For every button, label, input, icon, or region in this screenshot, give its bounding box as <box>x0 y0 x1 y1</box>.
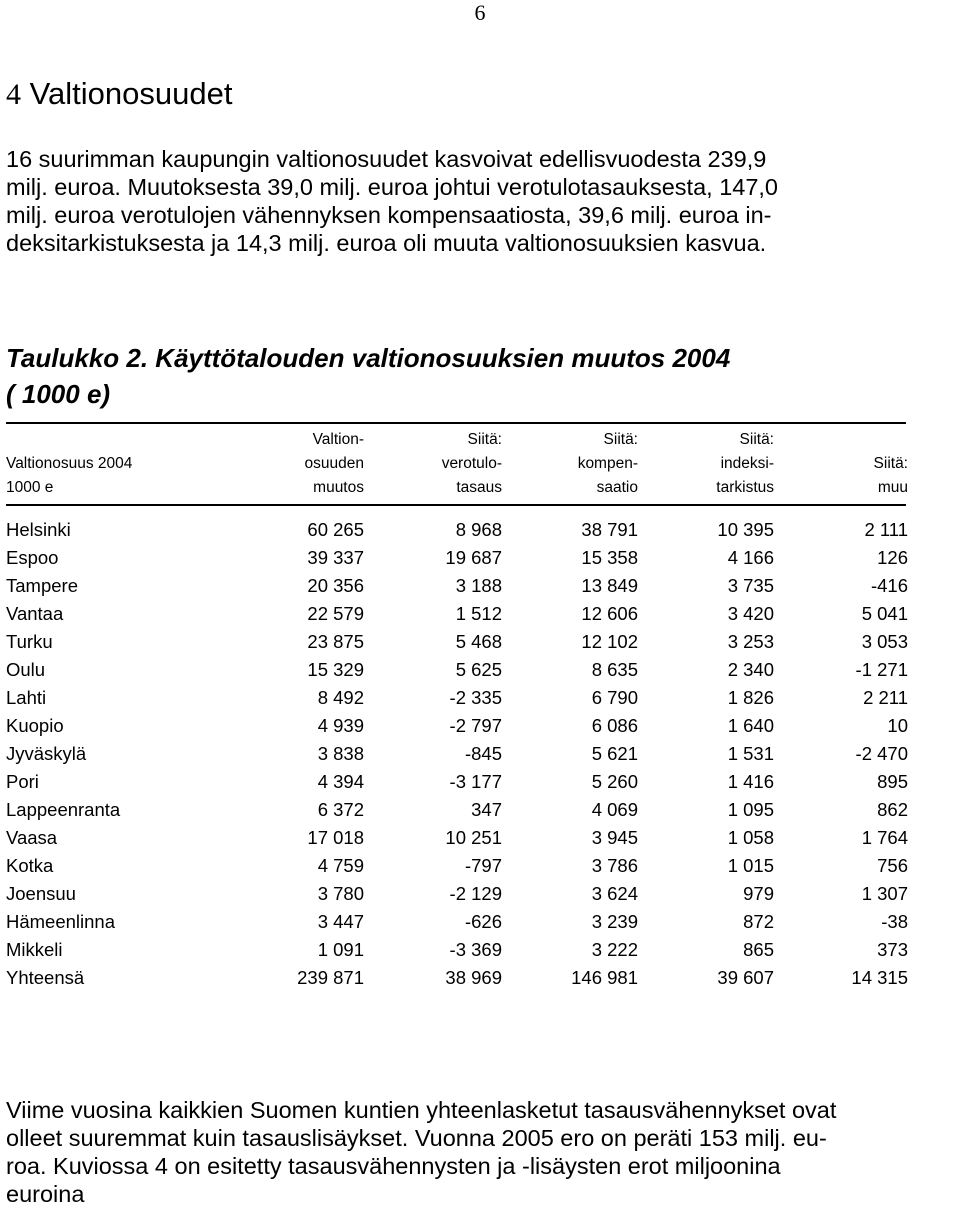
column-header: osuuden <box>304 455 364 472</box>
value-cell: 872 <box>743 911 774 932</box>
value-cell: 5 625 <box>455 659 502 680</box>
intro-line: deksitarkistuksesta ja 14,3 milj. euroa oli muuta valtionosuuksien kasvua. <box>6 230 767 256</box>
value-cell: 6 790 <box>591 687 638 708</box>
value-cell: -797 <box>464 855 502 876</box>
value-cell: 3 420 <box>727 603 774 624</box>
value-cell: -2 797 <box>449 715 502 736</box>
column-header: Siitä: <box>603 431 638 448</box>
value-cell: 3 945 <box>591 827 638 848</box>
city-cell: Vaasa <box>6 827 58 848</box>
value-cell: -1 271 <box>855 659 908 680</box>
value-cell: 347 <box>471 799 502 820</box>
value-cell: -3 177 <box>449 771 502 792</box>
value-cell: 1 307 <box>861 883 908 904</box>
value-cell: 6 086 <box>591 715 638 736</box>
table-row <box>6 544 908 572</box>
value-cell: 17 018 <box>307 827 364 848</box>
value-cell: 3 780 <box>317 883 364 904</box>
value-cell: 5 041 <box>861 603 908 624</box>
value-cell: 126 <box>877 547 908 568</box>
value-cell: 3 222 <box>591 939 638 960</box>
header-row <box>6 476 908 500</box>
table-row <box>6 768 908 796</box>
value-cell: 60 265 <box>307 519 364 540</box>
intro-paragraph <box>6 145 946 257</box>
table-row <box>6 684 908 712</box>
intro-line: milj. euroa verotulojen vähennyksen kompensaatiosta, 39,6 milj. euroa in- <box>6 202 772 228</box>
value-cell: 20 356 <box>307 575 364 596</box>
city-cell: Jyväskylä <box>6 743 87 764</box>
value-cell: 8 492 <box>317 687 364 708</box>
city-cell: Hämeenlinna <box>6 911 116 932</box>
outro-line: roa. Kuviossa 4 on esitetty tasausvähennysten ja -lisäysten erot miljoonina <box>6 1153 781 1179</box>
table-row <box>6 516 908 544</box>
value-cell: 38 969 <box>445 967 502 988</box>
value-cell: 10 395 <box>717 519 774 540</box>
city-cell: Pori <box>6 771 39 792</box>
value-cell: 1 091 <box>317 939 364 960</box>
outro-line: olleet suuremmat kuin tasauslisäykset. Vuonna 2005 ero on peräti 153 milj. eu- <box>6 1125 827 1151</box>
city-cell: Kotka <box>6 855 54 876</box>
value-cell: 19 687 <box>445 547 502 568</box>
column-header: tasaus <box>456 479 502 496</box>
value-cell: 8 968 <box>455 519 502 540</box>
header-row <box>6 428 908 452</box>
header-row <box>6 452 908 476</box>
value-cell: 12 102 <box>581 631 638 652</box>
value-cell: 38 791 <box>581 519 638 540</box>
value-cell: 39 337 <box>307 547 364 568</box>
value-cell: 756 <box>877 855 908 876</box>
value-cell: 373 <box>877 939 908 960</box>
value-cell: 3 239 <box>591 911 638 932</box>
value-cell: 3 447 <box>317 911 364 932</box>
intro-line: milj. euroa. Muutoksesta 39,0 milj. euroa johtui verotulotasauksesta, 147,0 <box>6 174 779 200</box>
table-header <box>6 428 908 500</box>
city-cell: Espoo <box>6 547 59 568</box>
value-cell: 3 188 <box>455 575 502 596</box>
column-header: saatio <box>596 479 638 496</box>
value-cell: 3 838 <box>317 743 364 764</box>
value-cell: 12 606 <box>581 603 638 624</box>
value-cell: 3 735 <box>727 575 774 596</box>
value-cell: 6 372 <box>317 799 364 820</box>
intro-line: 16 suurimman kaupungin valtionosuudet kasvoivat edellisvuodesta 239,9 <box>6 146 767 172</box>
table-row <box>6 824 908 852</box>
table-body <box>6 500 908 992</box>
value-cell: 1 764 <box>861 827 908 848</box>
table-row <box>6 600 908 628</box>
value-cell: 2 211 <box>863 687 908 708</box>
city-cell: Lahti <box>6 687 47 708</box>
table-title <box>6 340 906 412</box>
value-cell: 4 166 <box>727 547 774 568</box>
city-cell: Joensuu <box>6 883 76 904</box>
value-cell: 39 607 <box>717 967 774 988</box>
city-cell: Vantaa <box>6 603 64 624</box>
value-cell: 4 759 <box>317 855 364 876</box>
value-cell: -2 335 <box>449 687 502 708</box>
column-header: Siitä: <box>467 431 502 448</box>
value-cell: -845 <box>464 743 502 764</box>
value-cell: 1 416 <box>727 771 774 792</box>
city-cell: Helsinki <box>6 519 71 540</box>
column-header <box>6 428 186 452</box>
column-header: muu <box>877 479 908 496</box>
table-title-line: Taulukko 2. Käyttötalouden valtionosuuksien muutos 2004 <box>6 343 731 373</box>
table-row <box>6 796 908 824</box>
page-number: 6 <box>474 0 486 25</box>
value-cell: 1 058 <box>727 827 774 848</box>
value-cell: 10 <box>887 715 908 736</box>
value-cell: 22 579 <box>307 603 364 624</box>
column-header: kompen- <box>577 455 638 472</box>
column-header: indeksi- <box>720 455 774 472</box>
column-header: 1000 e <box>6 479 54 496</box>
city-cell: Mikkeli <box>6 939 63 960</box>
value-cell: 23 875 <box>307 631 364 652</box>
city-cell: Yhteensä <box>6 967 85 988</box>
city-cell: Turku <box>6 631 53 652</box>
value-cell: 1 095 <box>727 799 774 820</box>
section-title: Valtionosuudet <box>29 76 233 111</box>
spacer-row <box>6 500 908 516</box>
value-cell: 1 015 <box>727 855 774 876</box>
value-cell: 146 981 <box>571 967 638 988</box>
table-row <box>6 656 908 684</box>
column-header: Siitä: <box>739 431 774 448</box>
city-cell: Lappeenranta <box>6 799 121 820</box>
value-cell: 4 394 <box>317 771 364 792</box>
value-cell: 1 826 <box>727 687 774 708</box>
value-cell: 5 468 <box>455 631 502 652</box>
outro-line: Viime vuosina kaikkien Suomen kuntien yhteenlasketut tasausvähennykset ovat <box>6 1097 837 1123</box>
value-cell: 4 939 <box>317 715 364 736</box>
table-row <box>6 712 908 740</box>
table-row <box>6 572 908 600</box>
table-row <box>6 880 908 908</box>
table-row <box>6 740 908 768</box>
value-cell: 15 358 <box>581 547 638 568</box>
value-cell: 1 512 <box>455 603 502 624</box>
city-cell: Tampere <box>6 575 78 596</box>
column-header <box>774 428 908 452</box>
column-header: Valtionosuus 2004 <box>6 455 133 472</box>
city-cell: Kuopio <box>6 715 64 736</box>
section-number: 4 <box>6 78 21 111</box>
table-row <box>6 628 908 656</box>
value-cell: 5 260 <box>591 771 638 792</box>
value-cell: 3 624 <box>591 883 638 904</box>
table-row <box>6 936 908 964</box>
table-row <box>6 964 908 992</box>
column-header: verotulo- <box>441 455 502 472</box>
column-header: Siitä: <box>873 455 908 472</box>
value-cell: 1 531 <box>727 743 774 764</box>
city-cell: Oulu <box>6 659 46 680</box>
table-row <box>6 852 908 880</box>
value-cell: 10 251 <box>445 827 502 848</box>
column-header: muutos <box>313 479 364 496</box>
outro-line: euroina <box>6 1181 85 1207</box>
table-title-line: ( 1000 e) <box>6 379 111 409</box>
table-top-rule <box>6 422 906 424</box>
value-cell: 13 849 <box>581 575 638 596</box>
section-heading <box>6 74 232 115</box>
value-cell: 1 640 <box>727 715 774 736</box>
value-cell: 895 <box>877 771 908 792</box>
value-cell: 239 871 <box>297 967 364 988</box>
value-cell: 979 <box>743 883 774 904</box>
column-header: Valtion- <box>312 431 364 448</box>
value-cell: 5 621 <box>591 743 638 764</box>
value-cell: 3 053 <box>861 631 908 652</box>
value-cell: 3 253 <box>727 631 774 652</box>
value-cell: -38 <box>881 911 908 932</box>
value-cell: -416 <box>870 575 908 596</box>
column-header: tarkistus <box>716 479 774 496</box>
value-cell: 2 340 <box>727 659 774 680</box>
value-cell: 4 069 <box>591 799 638 820</box>
value-cell: 865 <box>743 939 774 960</box>
closing-paragraph <box>6 1096 956 1208</box>
value-cell: 14 315 <box>851 967 908 988</box>
value-cell: 8 635 <box>591 659 638 680</box>
value-cell: 15 329 <box>307 659 364 680</box>
value-cell: -2 470 <box>855 743 908 764</box>
value-cell: 3 786 <box>591 855 638 876</box>
value-cell: 862 <box>877 799 908 820</box>
value-cell: 2 111 <box>864 519 908 540</box>
value-cell: -2 129 <box>449 883 502 904</box>
value-cell: -626 <box>464 911 502 932</box>
table-row <box>6 908 908 936</box>
value-cell: -3 369 <box>449 939 502 960</box>
grants-table <box>6 428 908 992</box>
